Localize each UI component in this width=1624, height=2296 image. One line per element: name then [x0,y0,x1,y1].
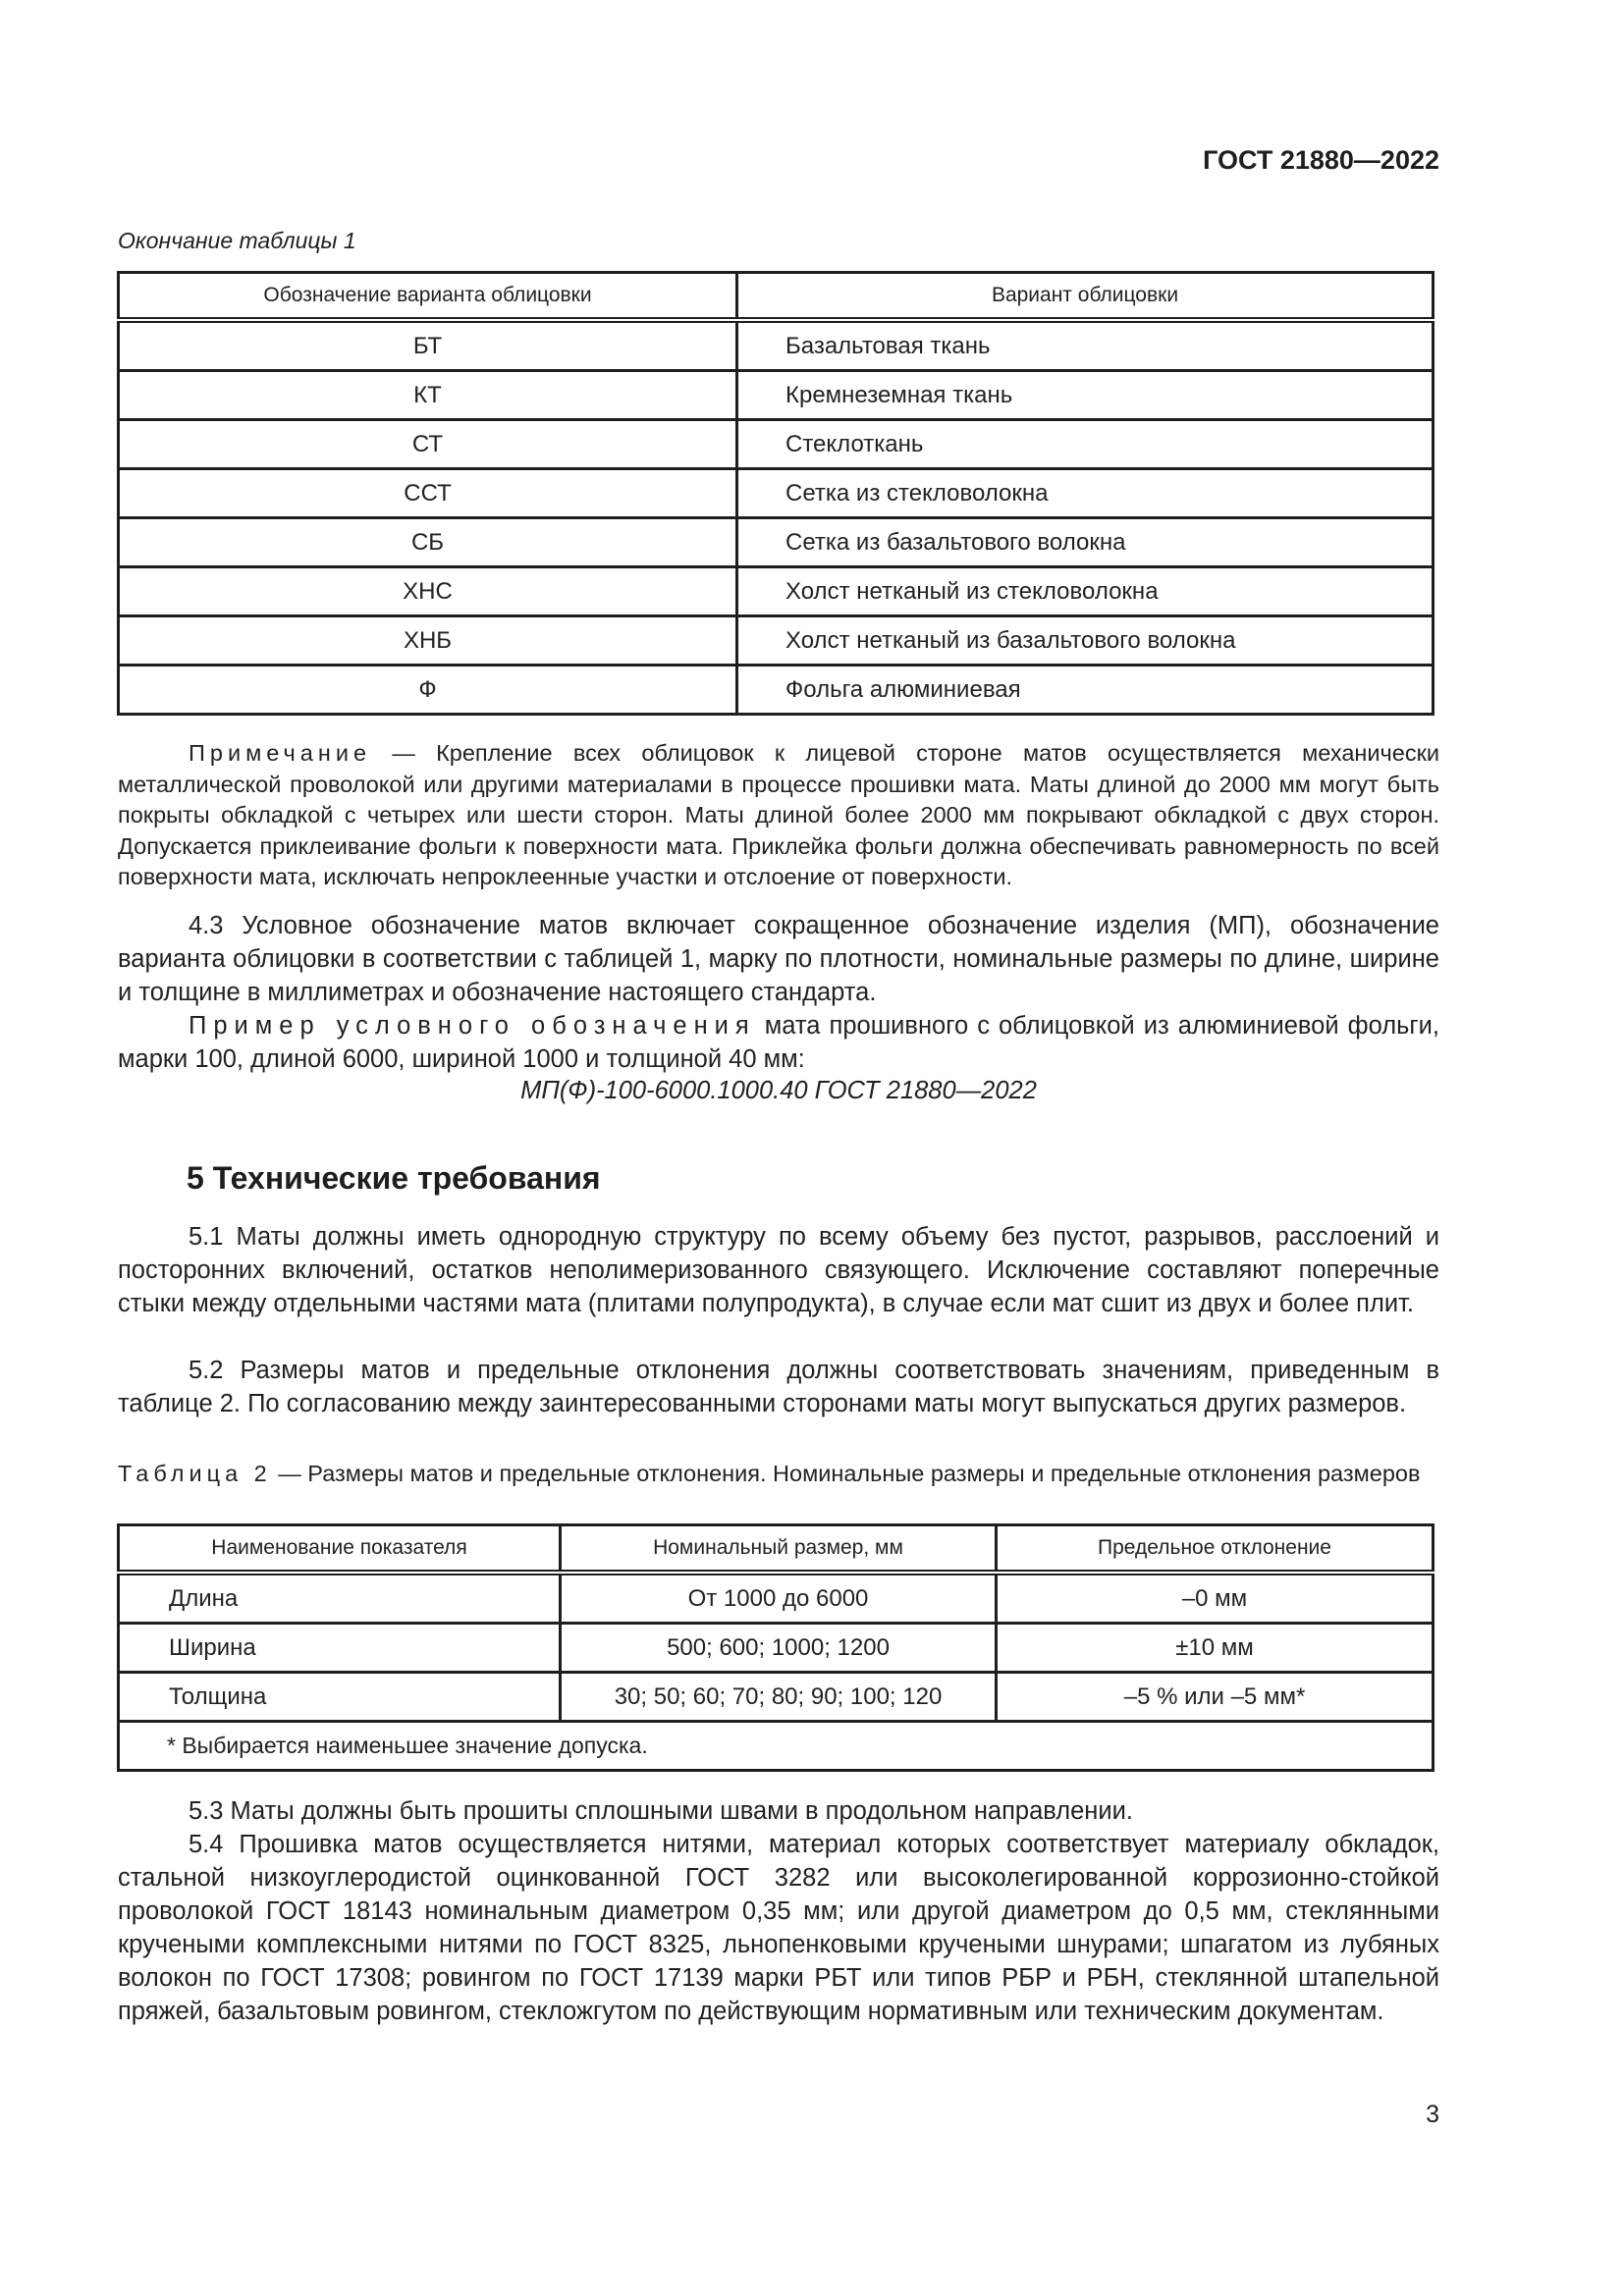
table1-code-cell: СТ [119,420,737,469]
table-row [119,1573,1434,1624]
table1-code-cell: БТ [119,320,737,371]
table1-header-code: Обозначение варианта облицовки [119,273,737,321]
table2-header-indicator: Наименование показателя [119,1525,561,1574]
table1-variant-cell: Базальтовая ткань [737,320,1434,371]
table1-facing-variants [117,271,1435,716]
table2-header-nominal: Номинальный размер, мм [561,1525,997,1574]
table1-variant-cell: Кремнеземная ткань [737,371,1434,420]
table-row [119,420,1434,469]
table2-caption-text: — Размеры матов и предельные отклонения. Номинальные размеры и предельные отклонения размеров [271,1461,1421,1486]
table2-caption-label: Таблица 2 [118,1461,272,1486]
table-row [119,320,1434,371]
table2-deviation-cell: –5 % или –5 мм* [997,1673,1434,1722]
table1-header-variant: Вариант облицовки [737,273,1434,321]
table2-deviation-cell: ±10 мм [997,1624,1434,1673]
paragraph-5-4-text: 5.4 Прошивка матов осуществляется нитями, материал которых соответствует материалу обкладок, стальной низкоуглеродистой оцинкованной ГОСТ 3282 или высоколегированной коррозионно-стойкой проволокой ГОСТ 18143 номинальным диаметром 0,35 мм; или другой диаметром до 0,5 мм, стеклянными кручеными комплексными нитями по ГОСТ 8325, льнопенковыми кручеными шнурами; шпагатом из лубяных волокон по ГОСТ 17308; ровингом по ГОСТ 17139 марки РБТ или типов РБР и РБН, стеклянной штапельной пряжей, базальтовым ровингом, стекложгутом по действующим нормативным или техническим документам. [118,1831,1439,2025]
table1-code-cell: ХНС [119,567,737,616]
table-row [119,666,1434,715]
table1-variant-cell: Холст нетканый из стекловолокна [737,567,1434,616]
table2-nominal-cell: 30; 50; 60; 70; 80; 90; 100; 120 [561,1673,997,1722]
table2-indicator-cell: Толщина [119,1673,561,1722]
table2-footnote: * Выбирается наименьшее значение допуска. [119,1722,1434,1771]
table-row [119,469,1434,518]
paragraph-5-2-text: 5.2 Размеры матов и предельные отклонения должны соответствовать значениям, приведенным в таблице 2. По согласованию между заинтересованными сторонами маты могут выпускаться других размеров. [118,1357,1439,1417]
table1-code-cell: КТ [119,371,737,420]
table1-note [118,738,1439,893]
table2-dimensions [117,1523,1435,1772]
example-text: мата прошивного с облицовкой из алюминиевой фольги, марки 100, длиной 6000, шириной 1000 и толщиной 40 мм: [118,1012,1439,1073]
paragraph-5-3 [118,1794,1439,1828]
table2-nominal-cell: 500; 600; 1000; 1200 [561,1624,997,1673]
table2-indicator-cell: Ширина [119,1624,561,1673]
table1-variant-cell: Стеклоткань [737,420,1434,469]
table2-header-deviation: Предельное отклонение [997,1525,1434,1574]
paragraph-5-1-text: 5.1 Маты должны иметь однородную структуру по всему объему без пустот, разрывов, расслоений и посторонних включений, остатков неполимеризованного связующего. Исключение составляют поперечные стыки между отдельными частями мата (плитами полупродукта), в случае если мат сшит из двух и более плит. [118,1223,1439,1317]
section-5-heading: 5 Технические требования [187,1160,601,1196]
table1-variant-cell: Холст нетканый из базальтового волокна [737,616,1434,666]
table-row [119,371,1434,420]
table1-continuation-caption: Окончание таблицы 1 [118,228,356,253]
table1-variant-cell: Фольга алюминиевая [737,666,1434,715]
table-row [119,1673,1434,1722]
paragraph-5-3-text: 5.3 Маты должны быть прошиты сплошными швами в продольном направлении. [189,1797,1133,1825]
example-designation-code: МП(Ф)-100-6000.1000.40 ГОСТ 21880—2022 [520,1077,1037,1104]
table-row [119,518,1434,567]
table2-deviation-cell: –0 мм [997,1573,1434,1624]
table1-header-row [119,273,1434,321]
table-row [119,567,1434,616]
example-paragraph [118,1009,1439,1076]
table-row [119,616,1434,666]
note-label: Примечание [189,740,372,766]
paragraph-5-2 [118,1354,1439,1420]
example-label: Пример условного обозначения [189,1012,756,1040]
document-code-header: ГОСТ 21880—2022 [1203,145,1439,175]
table1-code-cell: Ф [119,666,737,715]
table2-indicator-cell: Длина [119,1573,561,1624]
table2-caption [118,1459,1439,1489]
paragraph-5-4 [118,1828,1439,2028]
page-number: 3 [1426,2101,1439,2128]
note-text: — Крепление всех облицовок к лицевой стороне матов осуществляется механически металлической проволокой или другими материалами в процессе прошивки мата. Маты длиной до 2000 мм могут быть покрыты обкладкой с четырех или шести сторон. Маты длиной более 2000 мм покрывают обкладкой с двух сторон. Допускается приклеивание фольги к поверхности мата. Приклейка фольги должна обеспечивать равномерность по всей поверхности мата, исключать непроклеенные участки и отслоение от поверхности. [118,740,1439,889]
paragraph-4-3-text: 4.3 Условное обозначение матов включает сокращенное обозначение изделия (МП), обозначение варианта облицовки в соответствии с таблицей 1, марку по плотности, номинальные размеры по длине, ширине и толщине в миллиметрах и обозначение настоящего стандарта. [118,912,1439,1006]
table2-nominal-cell: От 1000 до 6000 [561,1573,997,1624]
table1-variant-cell: Сетка из базальтового волокна [737,518,1434,567]
table1-code-cell: ССТ [119,469,737,518]
paragraph-5-1 [118,1220,1439,1320]
table1-code-cell: ХНБ [119,616,737,666]
paragraph-4-3 [118,909,1439,1009]
table-row [119,1624,1434,1673]
table1-variant-cell: Сетка из стекловолокна [737,469,1434,518]
table1-code-cell: СБ [119,518,737,567]
table2-footnote-row [119,1722,1434,1771]
table2-header-row [119,1525,1434,1574]
